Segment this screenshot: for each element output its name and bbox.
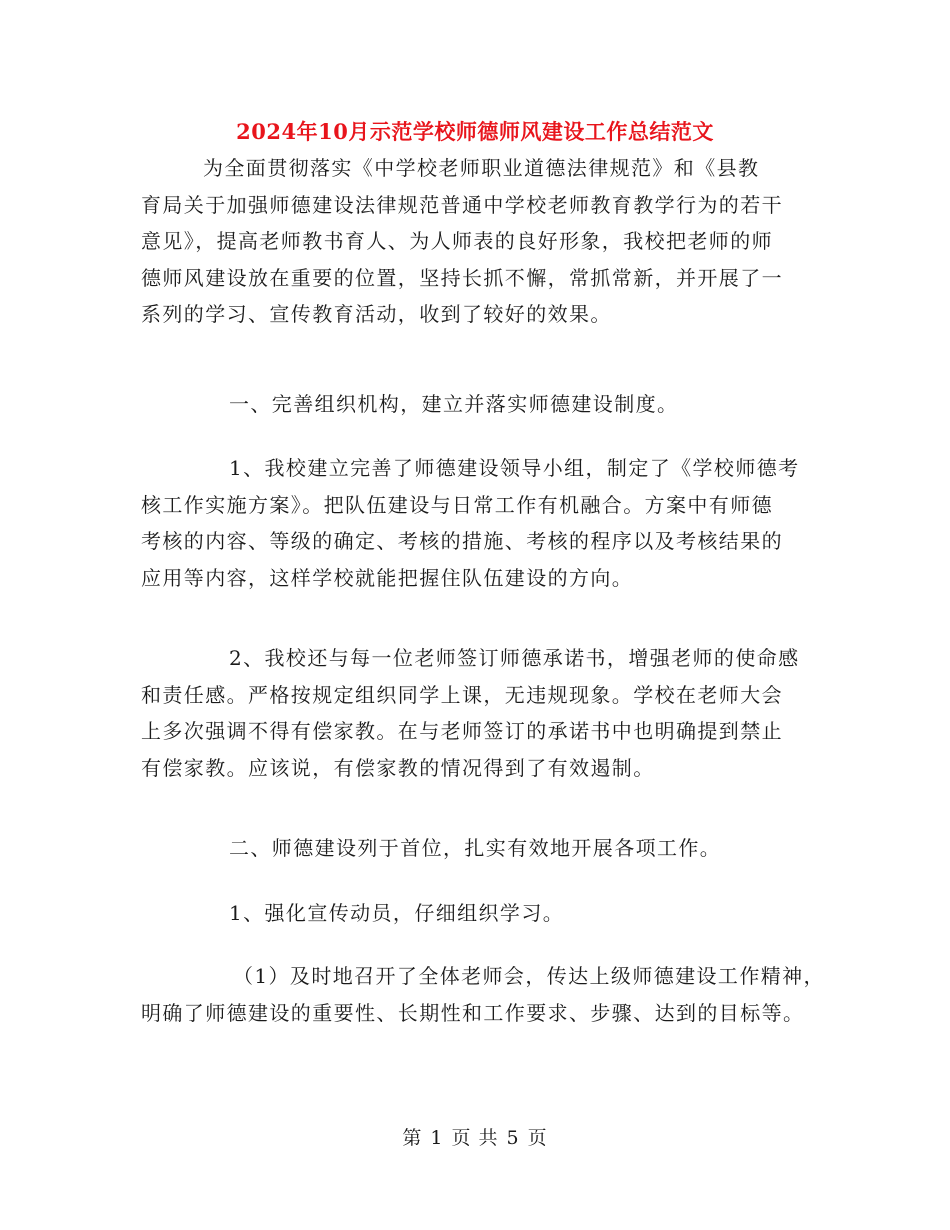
text-line: 1、强化宣传动员，仔细组织学习。 — [229, 901, 565, 925]
body-paragraph — [141, 958, 825, 1031]
footer-total-pages: 5 — [506, 1127, 520, 1149]
text-line: 有偿家教。应该说，有偿家教的情况得到了有效遏制。 — [141, 755, 655, 780]
text-line: 育局关于加强师德建设法律规范普通中学校老师教育教学行为的若干 — [141, 192, 783, 217]
text-line: 应用等内容，这样学校就能把握住队伍建设的方向。 — [141, 565, 634, 590]
intro-paragraph — [141, 150, 813, 333]
text-line: 考核的内容、等级的确定、考核的措施、考核的程序以及考核结果的 — [141, 529, 783, 553]
document-title: 2024年10月示范学校师德师风建设工作总结范文 — [236, 119, 714, 144]
item-paragraph — [141, 640, 813, 786]
text-line: 为全面贯彻落实《中学校老师职业道德法律规范》和《县教 — [203, 156, 760, 180]
text-line: （1）及时地召开了全体老师会，传达上级师德建设工作精神， — [233, 964, 825, 988]
text-line: 意见》，提高老师教书育人、为人师表的良好形象，我校把老师的师 — [141, 229, 773, 253]
text-line: 和责任感。严格按规定组织同学上课，无违规现象。学校在老师大会 — [141, 682, 783, 707]
text-line: 明确了师德建设的重要性、长期性和工作要求、步骤、达到的目标等。 — [141, 1000, 805, 1025]
text-line: 一、完善组织机构，建立并落实师德建设制度。 — [229, 392, 679, 416]
text-line: 1、我校建立完善了师德建设领导小组，制定了《学校师德考 — [229, 456, 800, 480]
subsection-heading — [141, 895, 813, 932]
section-heading — [141, 386, 813, 423]
page-footer — [0, 1123, 950, 1150]
section-heading — [141, 830, 813, 867]
text-line: 系列的学习、宣传教育活动，收到了较好的效果。 — [141, 302, 612, 326]
item-paragraph — [141, 450, 813, 596]
footer-prefix: 第 — [402, 1127, 423, 1149]
text-line: 上多次强调不得有偿家教。在与老师签订的承诺书中也明确提到禁止 — [141, 719, 783, 743]
footer-page-number: 1 — [430, 1127, 444, 1149]
text-line: 二、师德建设列于首位，扎实有效地开展各项工作。 — [229, 836, 722, 860]
text-line: 核工作实施方案》。把队伍建设与日常工作有机融合。方案中有师德 — [141, 492, 773, 517]
footer-suffix: 页 — [527, 1127, 548, 1149]
text-line: 2、我校还与每一位老师签订师德承诺书，增强老师的使命感 — [229, 646, 800, 670]
footer-middle: 页 共 — [451, 1127, 499, 1149]
text-line: 德师风建设放在重要的位置，坚持长抓不懈，常抓常新，并开展了一 — [141, 265, 783, 290]
